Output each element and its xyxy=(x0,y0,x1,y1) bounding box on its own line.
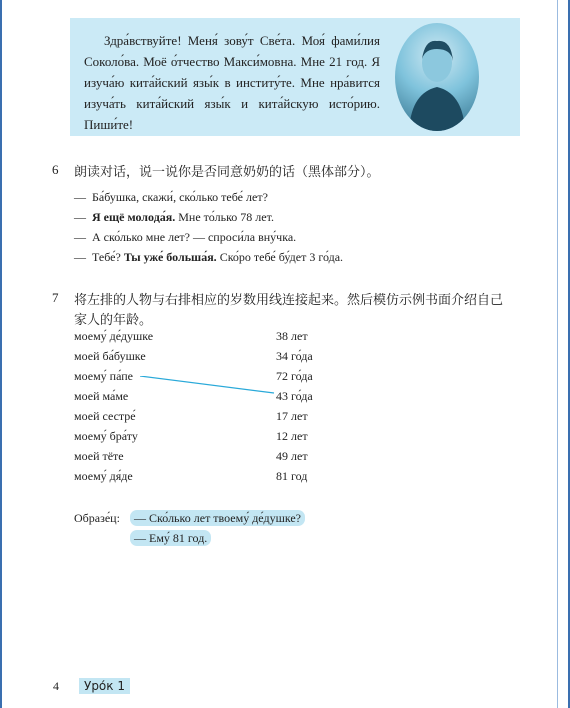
age-label: 17 лет xyxy=(276,409,308,423)
page-number: 4 xyxy=(53,679,59,693)
connector-line xyxy=(140,376,280,396)
dialog-line: — А ско́лько мне лет? — спроси́ла вну́чка. xyxy=(74,230,297,244)
intro-box xyxy=(70,18,520,136)
match-row xyxy=(74,448,334,464)
age-label: 43 го́да xyxy=(276,389,313,403)
match-row xyxy=(74,408,334,424)
relative-label: моему́ де́душке xyxy=(74,329,154,343)
age-label: 81 год xyxy=(276,469,308,483)
age-label: 38 лет xyxy=(276,329,308,343)
intro-text: Здра́вствуйте! Меня́ зову́т Све́та. Моя́ фами́лия Соколо́ва. Моё о́тчество Макси́мовна. Мне 21 год. Я изуча́ю кита́йский язы́к в институ́те. Мне нра́вится изуча́ть кита́йский язы́к и кита́йскую исто́рию. Пиши́те! xyxy=(84,33,380,132)
relative-label: моей ба́бушке xyxy=(74,349,146,363)
example-label: Образе́ц: xyxy=(74,511,120,525)
dialog-line: — Ба́бушка, скажи́, ско́лько тебе́ лет? xyxy=(74,190,268,204)
match-row xyxy=(74,348,334,364)
age-label: 12 лет xyxy=(276,429,308,443)
relative-label: моему́ дя́де xyxy=(74,469,133,483)
relative-label: моему́ бра́ту xyxy=(74,429,138,443)
relative-label: моему́ па́пе xyxy=(74,369,133,383)
match-row xyxy=(74,468,334,484)
match-row xyxy=(74,328,334,344)
section-number: 6 xyxy=(52,162,59,177)
age-label: 34 го́да xyxy=(276,349,313,363)
lesson-badge: Уро́к 1 xyxy=(79,678,130,694)
relative-label: моей ма́ме xyxy=(74,389,129,403)
relative-label: моей сестре́ xyxy=(74,409,136,423)
page-frame-line xyxy=(557,0,558,708)
dialog-line: — Тебе́? Ты уже́ больша́я. Ско́ро тебе́ бу́дет 3 го́да. xyxy=(74,250,344,264)
example-question: — Ско́лько лет твоему́ де́душке? xyxy=(130,510,305,526)
age-label: 49 лет xyxy=(276,449,308,463)
portrait-photo xyxy=(395,23,479,131)
match-row xyxy=(74,428,334,444)
section-title: 将左排的人物与右排相应的岁数用线连接起来。然后模仿示例书面介绍自己家人的年龄。 xyxy=(74,292,504,327)
relative-label: моей тёте xyxy=(74,449,124,463)
dialog-line: — Я ещё молода́я. Мне то́лько 78 лет. xyxy=(74,210,274,224)
age-label: 72 го́да xyxy=(276,369,313,383)
section-title: 朗读对话，说一说你是否同意奶奶的话（黑体部分）。 xyxy=(74,164,380,179)
example-answer: — Ему́ 81 год. xyxy=(130,530,211,546)
section-number: 7 xyxy=(52,290,59,305)
